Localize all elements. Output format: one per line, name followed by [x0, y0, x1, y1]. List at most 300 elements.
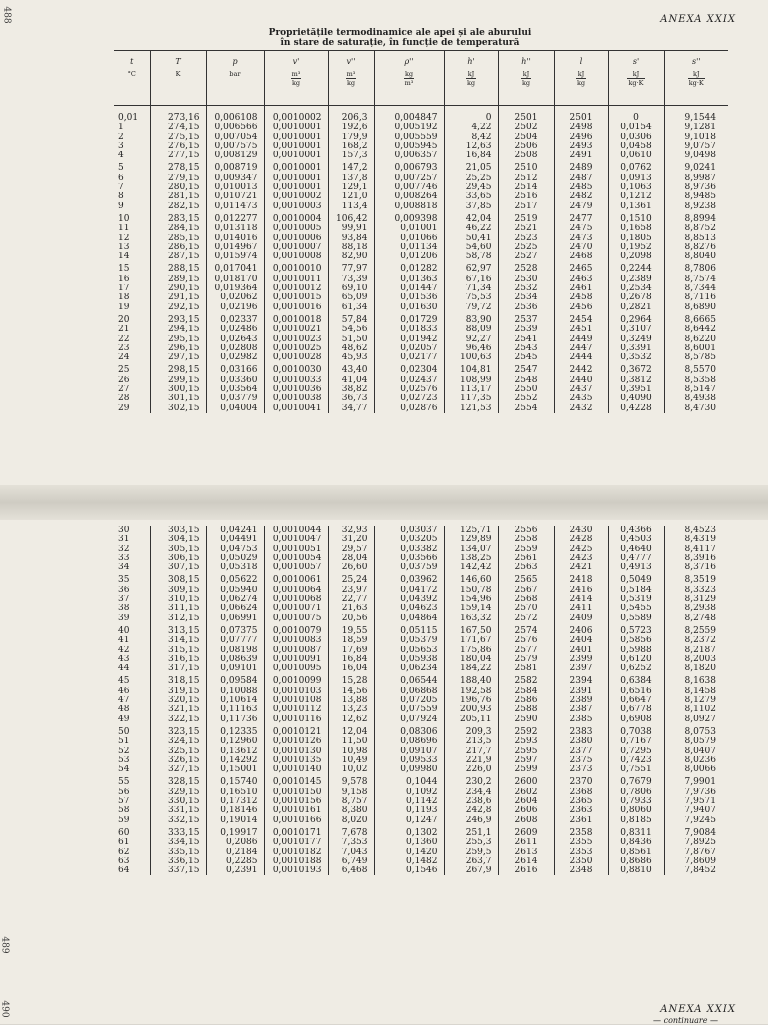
table-cell: 37: [118, 595, 130, 605]
table-row: [114, 747, 728, 756]
table-cell: 16,04: [328, 664, 374, 673]
table-cell: 8,1638: [664, 673, 728, 686]
table-cell: 8,4319: [664, 535, 728, 544]
table-cell: 0,0010038: [264, 394, 328, 403]
column-unit-fraction: [404, 70, 415, 87]
table-cell: 0,19014: [206, 816, 264, 825]
table-cell: 0,4640: [608, 545, 664, 554]
table-cell: 0,03962: [374, 572, 444, 585]
table-cell: 26,60: [328, 563, 374, 572]
table-cell: 2616: [498, 866, 554, 875]
table-cell: 8,6001: [664, 344, 728, 353]
page-number-middle: 489: [0, 936, 10, 954]
table-cell: 2404: [554, 636, 608, 645]
table-cell: 0,09533: [374, 756, 444, 765]
table-cell: 8,2748: [664, 614, 728, 623]
table-cell: 0,004847: [374, 106, 444, 124]
table-cell: 0,0010091: [264, 655, 328, 664]
table-cell: 306,15: [150, 554, 206, 563]
table-cell: 0,0010006: [264, 234, 328, 243]
table-cell: 318,15: [150, 673, 206, 686]
column-header: [554, 51, 608, 106]
table-cell: 9,158: [328, 788, 374, 797]
table-cell: 61: [118, 838, 130, 848]
table-cell: 0,0010025: [264, 344, 328, 353]
table-cell: 0,02337: [206, 312, 264, 325]
table-cell: 21,05: [444, 160, 498, 173]
table-row: [114, 705, 728, 714]
table-cell: 0,05115: [374, 623, 444, 636]
table-cell: 2525: [498, 243, 554, 252]
table-cell: 0,0010103: [264, 687, 328, 696]
table-cell: 49: [118, 714, 130, 724]
table-cell: 0,0010068: [264, 595, 328, 604]
table-cell: 34: [118, 563, 130, 573]
table-cell: 8,4730: [664, 404, 728, 413]
table-cell: 2358: [554, 825, 608, 838]
table-cell: 0,007054: [206, 133, 264, 142]
table-cell: 31,20: [328, 535, 374, 544]
table-cell: 154,96: [444, 595, 498, 604]
table-cell: 0,0010150: [264, 788, 328, 797]
table-cell: 64: [118, 866, 130, 876]
table-cell: 57: [118, 797, 130, 807]
table-row: [114, 724, 728, 737]
table-cell: 2397: [554, 664, 608, 673]
table-cell: 11: [118, 224, 130, 234]
table-cell: 0,02876: [374, 404, 444, 413]
table-cell: 2489: [554, 160, 608, 173]
table-cell: 88,18: [328, 243, 374, 252]
table-cell: 0,005559: [374, 133, 444, 142]
table-cell: 292,15: [150, 303, 206, 312]
table-row: [114, 211, 728, 224]
table-cell: 0,2964: [608, 312, 664, 325]
table-cell: 332,15: [150, 816, 206, 825]
table-cell: 200,93: [444, 705, 498, 714]
table-cell: 0,07777: [206, 636, 264, 645]
table-cell: 313,15: [150, 623, 206, 636]
table-cell: 0,1212: [608, 192, 664, 201]
table-cell: 2582: [498, 673, 554, 686]
table-cell: 0,5455: [608, 604, 664, 613]
table-cell: 2487: [554, 174, 608, 183]
table-cell: 8,3519: [664, 572, 728, 585]
table-cell: 0,7038: [608, 724, 664, 737]
table-cell: 57,84: [328, 312, 374, 325]
table-row: [114, 664, 728, 673]
table-cell: 38,82: [328, 385, 374, 394]
column-unit-fraction: [576, 70, 586, 87]
table-row: [114, 655, 728, 664]
table-cell: 0,09107: [374, 747, 444, 756]
table-cell: 0,7167: [608, 737, 664, 746]
table-row: [114, 174, 728, 183]
table-row: [114, 192, 728, 201]
table-cell: 234,4: [444, 788, 498, 797]
table-cell: 8,2003: [664, 655, 728, 664]
table-cell: 25,24: [328, 572, 374, 585]
table-cell: 0,15001: [206, 765, 264, 774]
table-cell: 12: [118, 233, 130, 243]
table-cell: 0,009347: [206, 174, 264, 183]
table-cell: 8,0753: [664, 724, 728, 737]
table-cell: 28: [118, 394, 130, 404]
table-cell: 0,7423: [608, 756, 664, 765]
table-cell: 280,15: [150, 183, 206, 192]
table-cell: 0,0010095: [264, 664, 328, 673]
table-cell: 2577: [498, 646, 554, 655]
table-cell: 88,09: [444, 325, 498, 334]
table-cell: 217,7: [444, 747, 498, 756]
table-cell: 267,9: [444, 866, 498, 875]
table-cell: 0,0010145: [264, 774, 328, 787]
table-cell: 2428: [554, 535, 608, 544]
table-cell: 13,23: [328, 705, 374, 714]
table-cell: 13,88: [328, 696, 374, 705]
table-cell: 291,15: [150, 293, 206, 302]
table-cell: 0,0010003: [264, 202, 328, 211]
table-cell: 230,2: [444, 774, 498, 787]
table-row: [114, 293, 728, 302]
table-cell: 108,99: [444, 376, 498, 385]
column-symbol: v'': [346, 57, 356, 66]
table-cell: 2355: [554, 838, 608, 847]
table-cell: 8,9238: [664, 202, 728, 211]
table-cell: 93,84: [328, 234, 374, 243]
table-cell: 316,15: [150, 655, 206, 664]
table-cell: 0,01363: [374, 275, 444, 284]
table-row: [114, 595, 728, 604]
table-cell: 0,0010171: [264, 825, 328, 838]
table-cell: 0,0010041: [264, 404, 328, 413]
table-cell: 2498: [554, 123, 608, 132]
table-cell: 0,008129: [206, 151, 264, 160]
table-cell: 104,81: [444, 362, 498, 375]
table-cell: 294,15: [150, 325, 206, 334]
table-cell: 0,1063: [608, 183, 664, 192]
table-row: [114, 183, 728, 192]
table-cell: 8,5570: [664, 362, 728, 375]
table-cell: 0,0010030: [264, 362, 328, 375]
table-cell: 0,010721: [206, 192, 264, 201]
column-unit: bar: [229, 70, 241, 78]
table-cell: 14: [118, 252, 130, 262]
table-cell: 9: [118, 201, 124, 211]
table-cell: 0,0010015: [264, 293, 328, 302]
table-cell: 0,0010001: [264, 183, 328, 192]
table-cell: 8,020: [328, 816, 374, 825]
table-cell: 2527: [498, 252, 554, 261]
table-cell: 2423: [554, 554, 608, 563]
table-cell: 8,6665: [664, 312, 728, 325]
table-cell: 8,5358: [664, 376, 728, 385]
table-cell: 44: [118, 664, 130, 674]
table-row: [114, 123, 728, 132]
unit-numerator: m³: [346, 70, 356, 78]
table-cell: 2465: [554, 261, 608, 274]
table-cell: 2550: [498, 385, 554, 394]
table-cell: 295,15: [150, 335, 206, 344]
table-cell: 2416: [554, 586, 608, 595]
table-cell: 2539: [498, 325, 554, 334]
table-cell: 0,0010011: [264, 275, 328, 284]
table-cell: 0,0010140: [264, 765, 328, 774]
table-cell: 2604: [498, 797, 554, 806]
table-cell: 0,15740: [206, 774, 264, 787]
table-cell: 196,76: [444, 696, 498, 705]
table-cell: 0,1805: [608, 234, 664, 243]
table-cell: 0,0010064: [264, 586, 328, 595]
table-cell: 1: [118, 123, 124, 133]
table-cell: 2600: [498, 774, 554, 787]
unit-denominator: kg: [521, 79, 531, 87]
table-cell: 0,0010156: [264, 797, 328, 806]
table-cell: 0,01729: [374, 312, 444, 325]
table-cell: 0,02196: [206, 303, 264, 312]
table-cell: 48,62: [328, 344, 374, 353]
table-cell: 7,9571: [664, 797, 728, 806]
table-cell: 0,01134: [374, 243, 444, 252]
table-cell: 7,9736: [664, 788, 728, 797]
table-cell: 8,7574: [664, 275, 728, 284]
table-cell: 0,4503: [608, 535, 664, 544]
table-title-line1: Proprietățile termodinamice ale apei și ale aburului: [268, 28, 532, 38]
table-cell: 0,2389: [608, 275, 664, 284]
table-cell: 0,8810: [608, 866, 664, 875]
table-cell: 17,69: [328, 646, 374, 655]
table-cell: 35: [118, 575, 130, 586]
table-cell: 0,2285: [206, 857, 264, 866]
table-cell: 138,25: [444, 554, 498, 563]
table-cell: 2532: [498, 284, 554, 293]
table-cell: 0,06544: [374, 673, 444, 686]
table-cell: 19: [118, 302, 130, 312]
table-cell: 0,01630: [374, 303, 444, 312]
table-cell: 2380: [554, 737, 608, 746]
table-cell: 26: [118, 375, 130, 385]
table-cell: 326,15: [150, 756, 206, 765]
table-cell: 7,9084: [664, 825, 728, 838]
table-cell: 0,01536: [374, 293, 444, 302]
table-cell: 0,0010177: [264, 838, 328, 847]
page-number-top: 488: [1, 6, 12, 24]
table-cell: 137,8: [328, 174, 374, 183]
table-cell: 0,14292: [206, 756, 264, 765]
table-cell: 0,010013: [206, 183, 264, 192]
table-cell: 0,6647: [608, 696, 664, 705]
table-row: [114, 252, 728, 261]
table-cell: 9,578: [328, 774, 374, 787]
column-symbol: l: [579, 57, 583, 66]
table-cell: 2506: [498, 142, 554, 151]
table-cell: 39: [118, 613, 130, 623]
table-cell: 238,6: [444, 797, 498, 806]
table-cell: 96,46: [444, 344, 498, 353]
table-cell: 82,90: [328, 252, 374, 261]
table-cell: 0,0010116: [264, 715, 328, 724]
table-row: [114, 160, 728, 173]
table-cell: 0,04491: [206, 535, 264, 544]
table-cell: 2597: [498, 756, 554, 765]
table-cell: 0,03564: [206, 385, 264, 394]
table-cell: 58: [118, 806, 130, 816]
table-cell: 8,6890: [664, 303, 728, 312]
table-cell: 0,01833: [374, 325, 444, 334]
table-cell: 2442: [554, 362, 608, 375]
table-row: [114, 614, 728, 623]
table-cell: 0,01282: [374, 261, 444, 274]
table-cell: 175,86: [444, 646, 498, 655]
table-cell: 99,91: [328, 224, 374, 233]
table-cell: 2512: [498, 174, 554, 183]
table-row: [114, 151, 728, 160]
table-cell: 2614: [498, 857, 554, 866]
table-cell: 0,008818: [374, 202, 444, 211]
table-cell: 0,5723: [608, 623, 664, 636]
table-row: [114, 312, 728, 325]
table-cell: 301,15: [150, 394, 206, 403]
table-cell: 331,15: [150, 806, 206, 815]
table-cell: 0,3532: [608, 353, 664, 362]
table-cell: 20: [118, 314, 130, 325]
table-cell: 51,50: [328, 335, 374, 344]
table-cell: 2534: [498, 293, 554, 302]
table-cell: 0,0010033: [264, 376, 328, 385]
table-cell: 2552: [498, 394, 554, 403]
table-cell: 0,015974: [206, 252, 264, 261]
table-cell: 117,35: [444, 394, 498, 403]
table-cell: 0,6384: [608, 673, 664, 686]
table-cell: 0,06868: [374, 687, 444, 696]
table-cell: 2516: [498, 192, 554, 201]
table-cell: 8,1102: [664, 705, 728, 714]
table-cell: 2606: [498, 806, 554, 815]
table-cell: 8,1458: [664, 687, 728, 696]
table-cell: 50: [118, 726, 130, 737]
table-cell: 2425: [554, 545, 608, 554]
table-cell: 0,0010166: [264, 816, 328, 825]
table-cell: 0,019364: [206, 284, 264, 293]
table-cell: 7,8925: [664, 838, 728, 847]
table-cell: 159,14: [444, 604, 498, 613]
table-cell: 0,0010001: [264, 142, 328, 151]
table-cell: 321,15: [150, 705, 206, 714]
table-cell: 2385: [554, 715, 608, 724]
table-cell: 32: [118, 544, 130, 554]
table-row: [114, 224, 728, 233]
table-cell: 2458: [554, 293, 608, 302]
table-row: [114, 756, 728, 765]
table-cell: 9,1281: [664, 123, 728, 132]
table-cell: 0,09101: [206, 664, 264, 673]
column-header: [444, 51, 498, 106]
table-cell: 2432: [554, 404, 608, 413]
table-cell: 0,04392: [374, 595, 444, 604]
table-cell: 0,0010001: [264, 160, 328, 173]
table-cell: 0,02808: [206, 344, 264, 353]
table-cell: 2508: [498, 151, 554, 160]
table-cell: 83,90: [444, 312, 498, 325]
table-cell: 0,1361: [608, 202, 664, 211]
table-cell: 0,0010193: [264, 866, 328, 875]
table-cell: 304,15: [150, 535, 206, 544]
table-cell: 337,15: [150, 866, 206, 875]
table-cell: 29: [118, 403, 130, 413]
unit-denominator: kg: [346, 79, 356, 87]
table-cell: 2477: [554, 211, 608, 224]
table-row: [114, 545, 728, 554]
table-cell: 0,5856: [608, 636, 664, 645]
table-cell: 8,3916: [664, 554, 728, 563]
table-cell: 41: [118, 636, 130, 646]
annex-label-top: ANEXA XXIX: [660, 14, 736, 25]
table-row: [114, 673, 728, 686]
table-cell: 0,7295: [608, 747, 664, 756]
table-cell: 0,012277: [206, 211, 264, 224]
table-cell: 0,04864: [374, 614, 444, 623]
column-unit-fraction: [346, 70, 357, 87]
table-cell: 0,03779: [206, 394, 264, 403]
table-cell: 73,39: [328, 275, 374, 284]
table-cell: 9,1544: [664, 106, 728, 124]
table-cell: 0,0010051: [264, 545, 328, 554]
table-cell: 288,15: [150, 261, 206, 274]
table-row: [114, 243, 728, 252]
table-cell: 303,15: [150, 526, 206, 535]
unit-denominator: kg·K: [688, 79, 704, 87]
table-cell: 299,15: [150, 376, 206, 385]
table-cell: 0,01: [118, 113, 139, 123]
table-cell: 324,15: [150, 737, 206, 746]
table-cell: 0,5184: [608, 586, 664, 595]
table-cell: 0,4228: [608, 404, 664, 413]
table-cell: 8,4523: [664, 526, 728, 535]
table-cell: 33: [118, 553, 130, 563]
table-cell: 273,16: [150, 106, 206, 124]
table-cell: 13: [118, 242, 130, 252]
table-cell: 209,3: [444, 724, 498, 737]
table-cell: 21: [118, 325, 130, 335]
table-row: [114, 404, 728, 413]
table-cell: 0,0010047: [264, 535, 328, 544]
table-cell: 8,380: [328, 806, 374, 815]
table-cell: 0,5319: [608, 595, 664, 604]
table-cell: 0,05940: [206, 586, 264, 595]
table-cell: 2613: [498, 848, 554, 857]
table-cell: 0,02057: [374, 344, 444, 353]
table-cell: 0,1360: [374, 838, 444, 847]
table-cell: 8,4938: [664, 394, 728, 403]
table-cell: 2463: [554, 275, 608, 284]
table-cell: 0,7551: [608, 765, 664, 774]
table-cell: 32,93: [328, 526, 374, 535]
table-cell: 180,04: [444, 655, 498, 664]
table-cell: 2: [118, 132, 124, 142]
table-cell: 8,8040: [664, 252, 728, 261]
table-cell: 41,04: [328, 376, 374, 385]
table-row: [114, 335, 728, 344]
table-cell: 328,15: [150, 774, 206, 787]
table-cell: 2565: [498, 572, 554, 585]
table-cell: 315,15: [150, 646, 206, 655]
table-cell: 2502: [498, 123, 554, 132]
table-cell: 43: [118, 654, 130, 664]
table-cell: 0,2821: [608, 303, 664, 312]
table-cell: 0,5049: [608, 572, 664, 585]
table-cell: 7,8452: [664, 866, 728, 875]
table-cell: 2456: [554, 303, 608, 312]
